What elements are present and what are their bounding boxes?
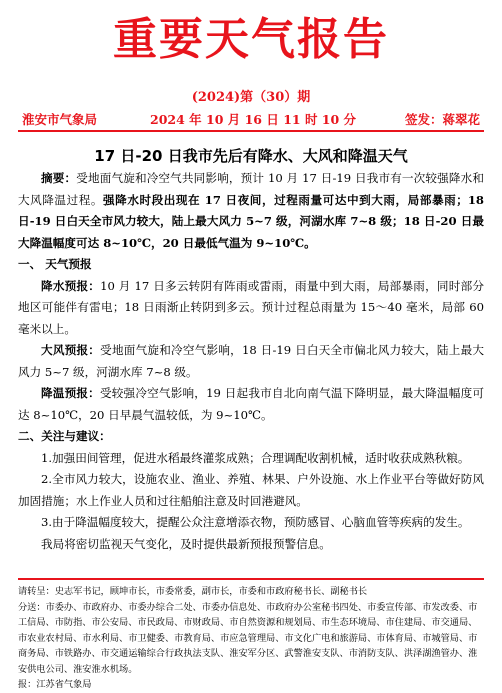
advice-item: 1.加强田间管理，促进水稻最终灌浆成熟；合理调配收割机械，适时收获成熟秋粮。 bbox=[41, 450, 470, 465]
report-recipients: 江苏省气象局 bbox=[36, 679, 92, 690]
send-recipients: 市委办、市政府办、市委办综合二处、市委办信息处、市政府办公室秘书四处、市委宣传部、市发改委、市工信局、市防指、市公安局、市民政局、市财政局、市自然资源和规划局、市生态环境局、市住建局、市交通局、市农业农村局、市水利局、市卫健委、市教育局、市应急管理局、市文化广电和旅游局、市体育局、市城管局、市商务局、市铁路办、市交通运输综合行政执法支队、淮安军分区、武警淮安支队、市消防支队、洪泽湖渔管办、淮安供电公司、淮安淮水机场。 bbox=[18, 601, 478, 675]
footer-divider bbox=[18, 578, 484, 580]
summary-highlight: 强降水时段出现在 17 日夜间，过程雨量可达中到大雨，局部暴雨；18 日-19 日白天全市风力较大，陆上最大风力 5~7 级，河湖水库 7~8 级；18 日-20 日最大降温幅度可达 8~10℃，20 日最低气温为 9~10℃。 bbox=[18, 192, 484, 250]
forecast-text: 10 月 17 日多云转阴有阵雨或雷雨，雨量中到大雨，局部暴雨，同时部分地区可能伴有雷电；18 日雨渐止转阴到多云。预计过程总雨量为 15～40 毫米，局部 60 毫米以上。 bbox=[18, 278, 484, 336]
summary-paragraph bbox=[18, 168, 484, 254]
forecast-label: 降水预报： bbox=[41, 278, 101, 293]
submit-to bbox=[18, 584, 484, 600]
forecast-text: 受地面气旋和冷空气影响，18 日-19 日白天全市偏北风力较大，陆上最大风力 5~7 级，河湖水库 7~8 级。 bbox=[18, 343, 484, 379]
forecast-text: 受较强冷空气影响，19 日起我市自北向南气温下降明显，最大降温幅度可达 8~10℃，20 日早晨气温较低，为 9~10℃。 bbox=[18, 386, 484, 422]
submit-label: 请转呈： bbox=[18, 586, 55, 597]
headline: 17 日-20 日我市先后有降水、大风和降温天气 bbox=[94, 147, 408, 165]
issue-time: 2024 年 10 月 16 日 11 时 10 分 bbox=[150, 112, 357, 127]
advice-item: 2.全市风力较大，设施农业、渔业、养殖、林果、户外设施、水上作业平台等做好防风加固措施；水上作业人员和过往船舶注意及时回港避风。 bbox=[18, 472, 484, 508]
advice-item: 3.由于降温幅度较大，提醒公众注意增添衣物，预防感冒、心脑血管等疾病的发生。 bbox=[41, 515, 470, 529]
signer: 签发：蒋翠花 bbox=[404, 112, 480, 127]
wind-forecast bbox=[18, 340, 484, 383]
submit-recipients: 史志军书记，顾坤市长，市委常委，副市长，市委和市政府秘书长、副秘书长 bbox=[54, 586, 368, 597]
header-divider bbox=[18, 130, 484, 132]
send-label: 分送： bbox=[18, 601, 46, 613]
issue-number: (2024)第（30）期 bbox=[191, 90, 311, 105]
send-to bbox=[18, 600, 484, 678]
forecast-label: 降温预报： bbox=[41, 386, 100, 400]
report-label: 报： bbox=[18, 679, 37, 690]
summary-text: 受地面气旋和冷空气共同影响，预计 10 月 17 日-19 日我市有一次较强降水和大风降温过程。 bbox=[18, 171, 484, 207]
precipitation-forecast bbox=[18, 276, 484, 341]
section-heading-forecast: 一、 天气预报 bbox=[18, 257, 92, 271]
issuing-agency: 淮安市气象局 bbox=[22, 112, 98, 127]
forecast-label: 大风预报： bbox=[41, 343, 101, 357]
report-meta bbox=[22, 110, 480, 126]
section-heading-advice: 二、关注与建议： bbox=[18, 429, 111, 443]
summary-label: 摘要： bbox=[41, 171, 77, 185]
closing-statement: 我局将密切监视天气变化，及时提供最新预报预警信息。 bbox=[41, 536, 331, 551]
cooling-forecast bbox=[18, 383, 484, 426]
report-title: 重要天气报告 bbox=[113, 14, 389, 65]
distribution-list bbox=[18, 584, 484, 693]
report-body bbox=[18, 168, 484, 555]
